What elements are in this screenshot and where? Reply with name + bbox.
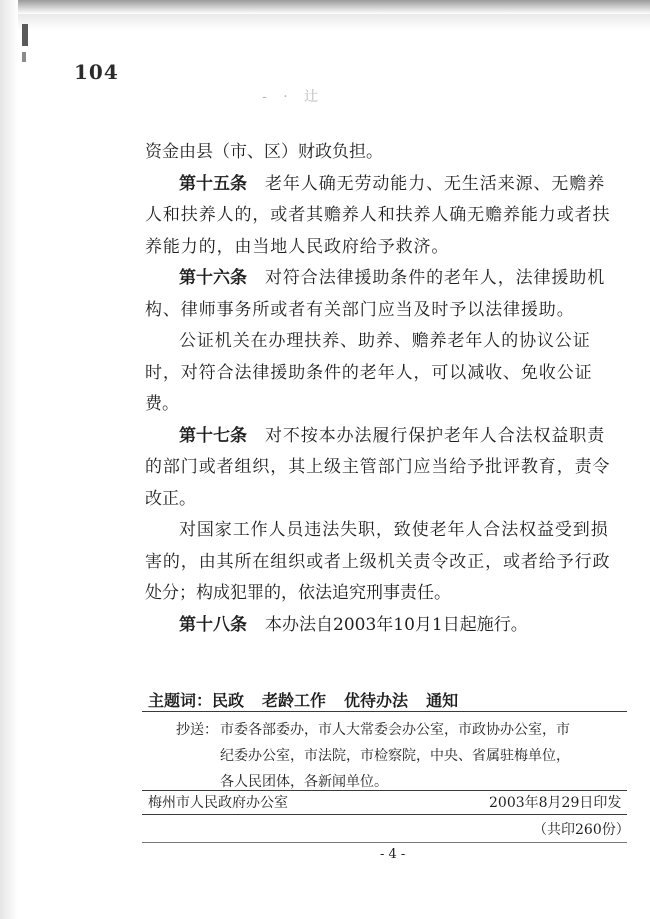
body-line: 公证机关在办理扶养、助养、赡养老年人的协议公证 [179,331,591,351]
body-line: 资金由县（市、区）财政负担。 [145,142,383,162]
subject-keywords [148,688,458,711]
body-line: 本办法自2003年10月1日起施行。 [265,614,528,635]
body-line: 构、律师事务所或者有关部门应当及时予以法律援助。 [145,299,575,320]
subject-keyword: 民政 [212,691,245,710]
article-line [145,421,606,453]
page-number: - 4 - [380,847,406,862]
document-body [145,137,611,641]
cc-line [176,717,621,743]
scan-shadow [0,14,650,30]
scan-mark [22,52,26,62]
subject-keyword: 优待办法 [344,691,409,710]
article-title: 第十五条 [179,173,247,194]
article-line [145,169,606,201]
cc-line: 各人民团体，各新闻单位。 [220,774,388,790]
body-line: 人和扶养人的，或者其赡养人和扶养人确无赡养能力或者扶 [145,205,611,225]
issue-date: 2003年8月29日印发 [489,795,622,811]
body-line: 时，对符合法律援助条件的老年人，可以减收、免收公证 [145,362,593,383]
subject-keyword: 通知 [426,691,459,710]
rule-top [142,711,627,712]
copies-count: （共印260份） [533,822,630,838]
cc-list [176,717,621,795]
faint-header-marks: - · 辻 [262,89,325,105]
article-line [145,610,575,642]
scan-mark [22,24,28,46]
body-line: 老年人确无劳动能力、无生活来源、无赡养 [265,173,606,194]
body-line: 对符合法律援助条件的老年人，法律援助机 [265,268,606,288]
body-line: 处分；构成犯罪的，依法追究刑事责任。 [145,583,451,603]
article-line [145,263,606,295]
article-title: 第十六条 [179,268,247,288]
scan-border [0,0,650,14]
article-title: 第十七条 [179,425,247,446]
rule-bottom-2 [142,842,627,843]
scan-edge [0,0,18,919]
body-line: 对不按本办法履行保护老年人合法权益职责 [265,425,606,446]
subject-keyword: 老龄工作 [262,691,327,710]
body-line: 费。 [145,394,179,414]
top-page-number: 104 [74,60,119,84]
article-title: 第十八条 [179,614,247,635]
subject-label: 主题词： [148,691,213,710]
body-line: 改正。 [145,488,196,509]
rule-bottom [142,814,627,815]
body-line: 养能力的，由当地人民政府给予救济。 [145,236,450,257]
body-line: 的部门或者组织，其上级主管部门应当给予批评教育，责令 [145,457,611,477]
issuer: 梅州市人民政府办公室 [148,795,288,811]
body-line: 对国家工作人员违法失职，致使老年人合法权益受到损 [179,520,609,540]
cc-text: 市委各部委办，市人大常委会办公室，市政协办公室，市 [220,722,570,738]
cc-label: 抄送： [176,722,218,738]
body-line: 害的，由其所在组织或者上级机关责令改正，或者给予行政 [145,551,611,572]
cc-line: 纪委办公室，市法院，市检察院，中央、省属驻梅单位， [220,748,570,764]
